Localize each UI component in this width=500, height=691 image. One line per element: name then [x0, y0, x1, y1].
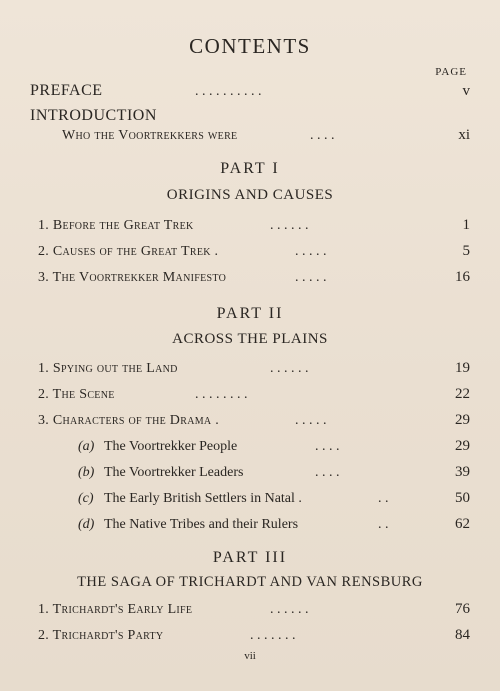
toc-entry-preface-label: PREFACE — [30, 82, 103, 99]
page-column-header: PAGE — [435, 66, 467, 78]
toc-subentry-letter: (d) — [78, 517, 95, 532]
toc-subentry-label: The Native Tribes and their Rulers — [104, 517, 299, 532]
part-1-subtitle: ORIGINS AND CAUSES — [166, 187, 334, 203]
toc-entry-page: 19 — [455, 360, 470, 376]
page-folio: vii — [244, 650, 256, 662]
toc-subentry-label: The Voortrekker People — [104, 439, 238, 454]
toc-subentry-letter: (c) — [78, 491, 94, 506]
toc-subentry-mark — [78, 465, 94, 481]
toc-leader-dots: . . . . — [315, 439, 340, 454]
toc-entry-page: 5 — [462, 243, 470, 259]
toc-entry-page: 39 — [455, 464, 470, 480]
toc-subentry-mark — [78, 517, 94, 533]
toc-subentry-letter: (a) — [78, 439, 95, 454]
toc-entry-label: 3. The Voortrekker Manifesto — [38, 270, 227, 285]
toc-leader-dots: . . . . . . . — [250, 628, 296, 643]
toc-entry-page: 62 — [455, 516, 470, 532]
part-2-heading: PART II — [216, 305, 284, 322]
toc-entry-page: 16 — [455, 269, 470, 285]
toc-entry-label: 2. Trichardt's Party — [38, 628, 164, 643]
page-title: CONTENTS — [189, 34, 311, 58]
toc-entry-page: 50 — [455, 490, 470, 506]
part-1-heading: PART I — [220, 160, 280, 177]
toc-leader-dots: . . — [378, 491, 389, 506]
toc-leader-dots: . . . . . . . . . . — [195, 84, 262, 99]
toc-entry-preface-page: v — [462, 83, 470, 99]
toc-leader-dots: . . . . . — [295, 244, 327, 259]
part-2-subtitle: ACROSS THE PLAINS — [172, 331, 328, 347]
toc-leader-dots: . . . . . . — [270, 602, 309, 617]
toc-leader-dots: . . . . . . — [270, 361, 309, 376]
toc-leader-dots: . . . . — [310, 128, 335, 143]
toc-entry-label: 1. Spying out the Land — [38, 361, 178, 376]
toc-leader-dots: . . . . — [315, 465, 340, 480]
toc-entry-page: 84 — [455, 627, 470, 643]
toc-subentry-mark — [78, 439, 94, 455]
part-3-heading: PART III — [212, 549, 288, 566]
toc-entry-introduction-label: INTRODUCTION — [30, 107, 157, 124]
toc-entry-label: 1. Trichardt's Early Life — [38, 602, 193, 617]
toc-entry-page: 29 — [455, 438, 470, 454]
toc-leader-dots: . . . . . . . . — [195, 387, 248, 402]
toc-leader-dots: . . — [378, 517, 389, 532]
toc-leader-dots: . . . . . — [295, 270, 327, 285]
toc-entry-page: 29 — [455, 412, 470, 428]
toc-entry-page: 22 — [455, 386, 470, 402]
toc-entry-page: 1 — [462, 217, 470, 233]
toc-subentry-letter: (b) — [78, 465, 95, 480]
toc-subentry-label: The Early British Settlers in Natal . — [104, 491, 302, 506]
toc-entry-label: 1. Before the Great Trek — [38, 218, 194, 233]
toc-entry-label: 2. The Scene — [38, 387, 115, 402]
toc-entry-label: 3. Characters of the Drama . — [38, 413, 220, 428]
toc-entry-label: 2. Causes of the Great Trek . — [38, 244, 219, 259]
toc-entry-page: 76 — [455, 601, 470, 617]
toc-entry-voortrekkers-label: Who the Voortrekkers were — [62, 128, 238, 143]
toc-subentry-label: The Voortrekker Leaders — [104, 465, 244, 480]
toc-leader-dots: . . . . . — [295, 413, 327, 428]
toc-leader-dots: . . . . . . — [270, 218, 309, 233]
part-3-subtitle: THE SAGA OF TRICHARDT AND VAN RENSBURG — [77, 574, 423, 590]
toc-subentry-mark — [78, 491, 94, 507]
toc-entry-voortrekkers-page: xi — [458, 127, 470, 143]
